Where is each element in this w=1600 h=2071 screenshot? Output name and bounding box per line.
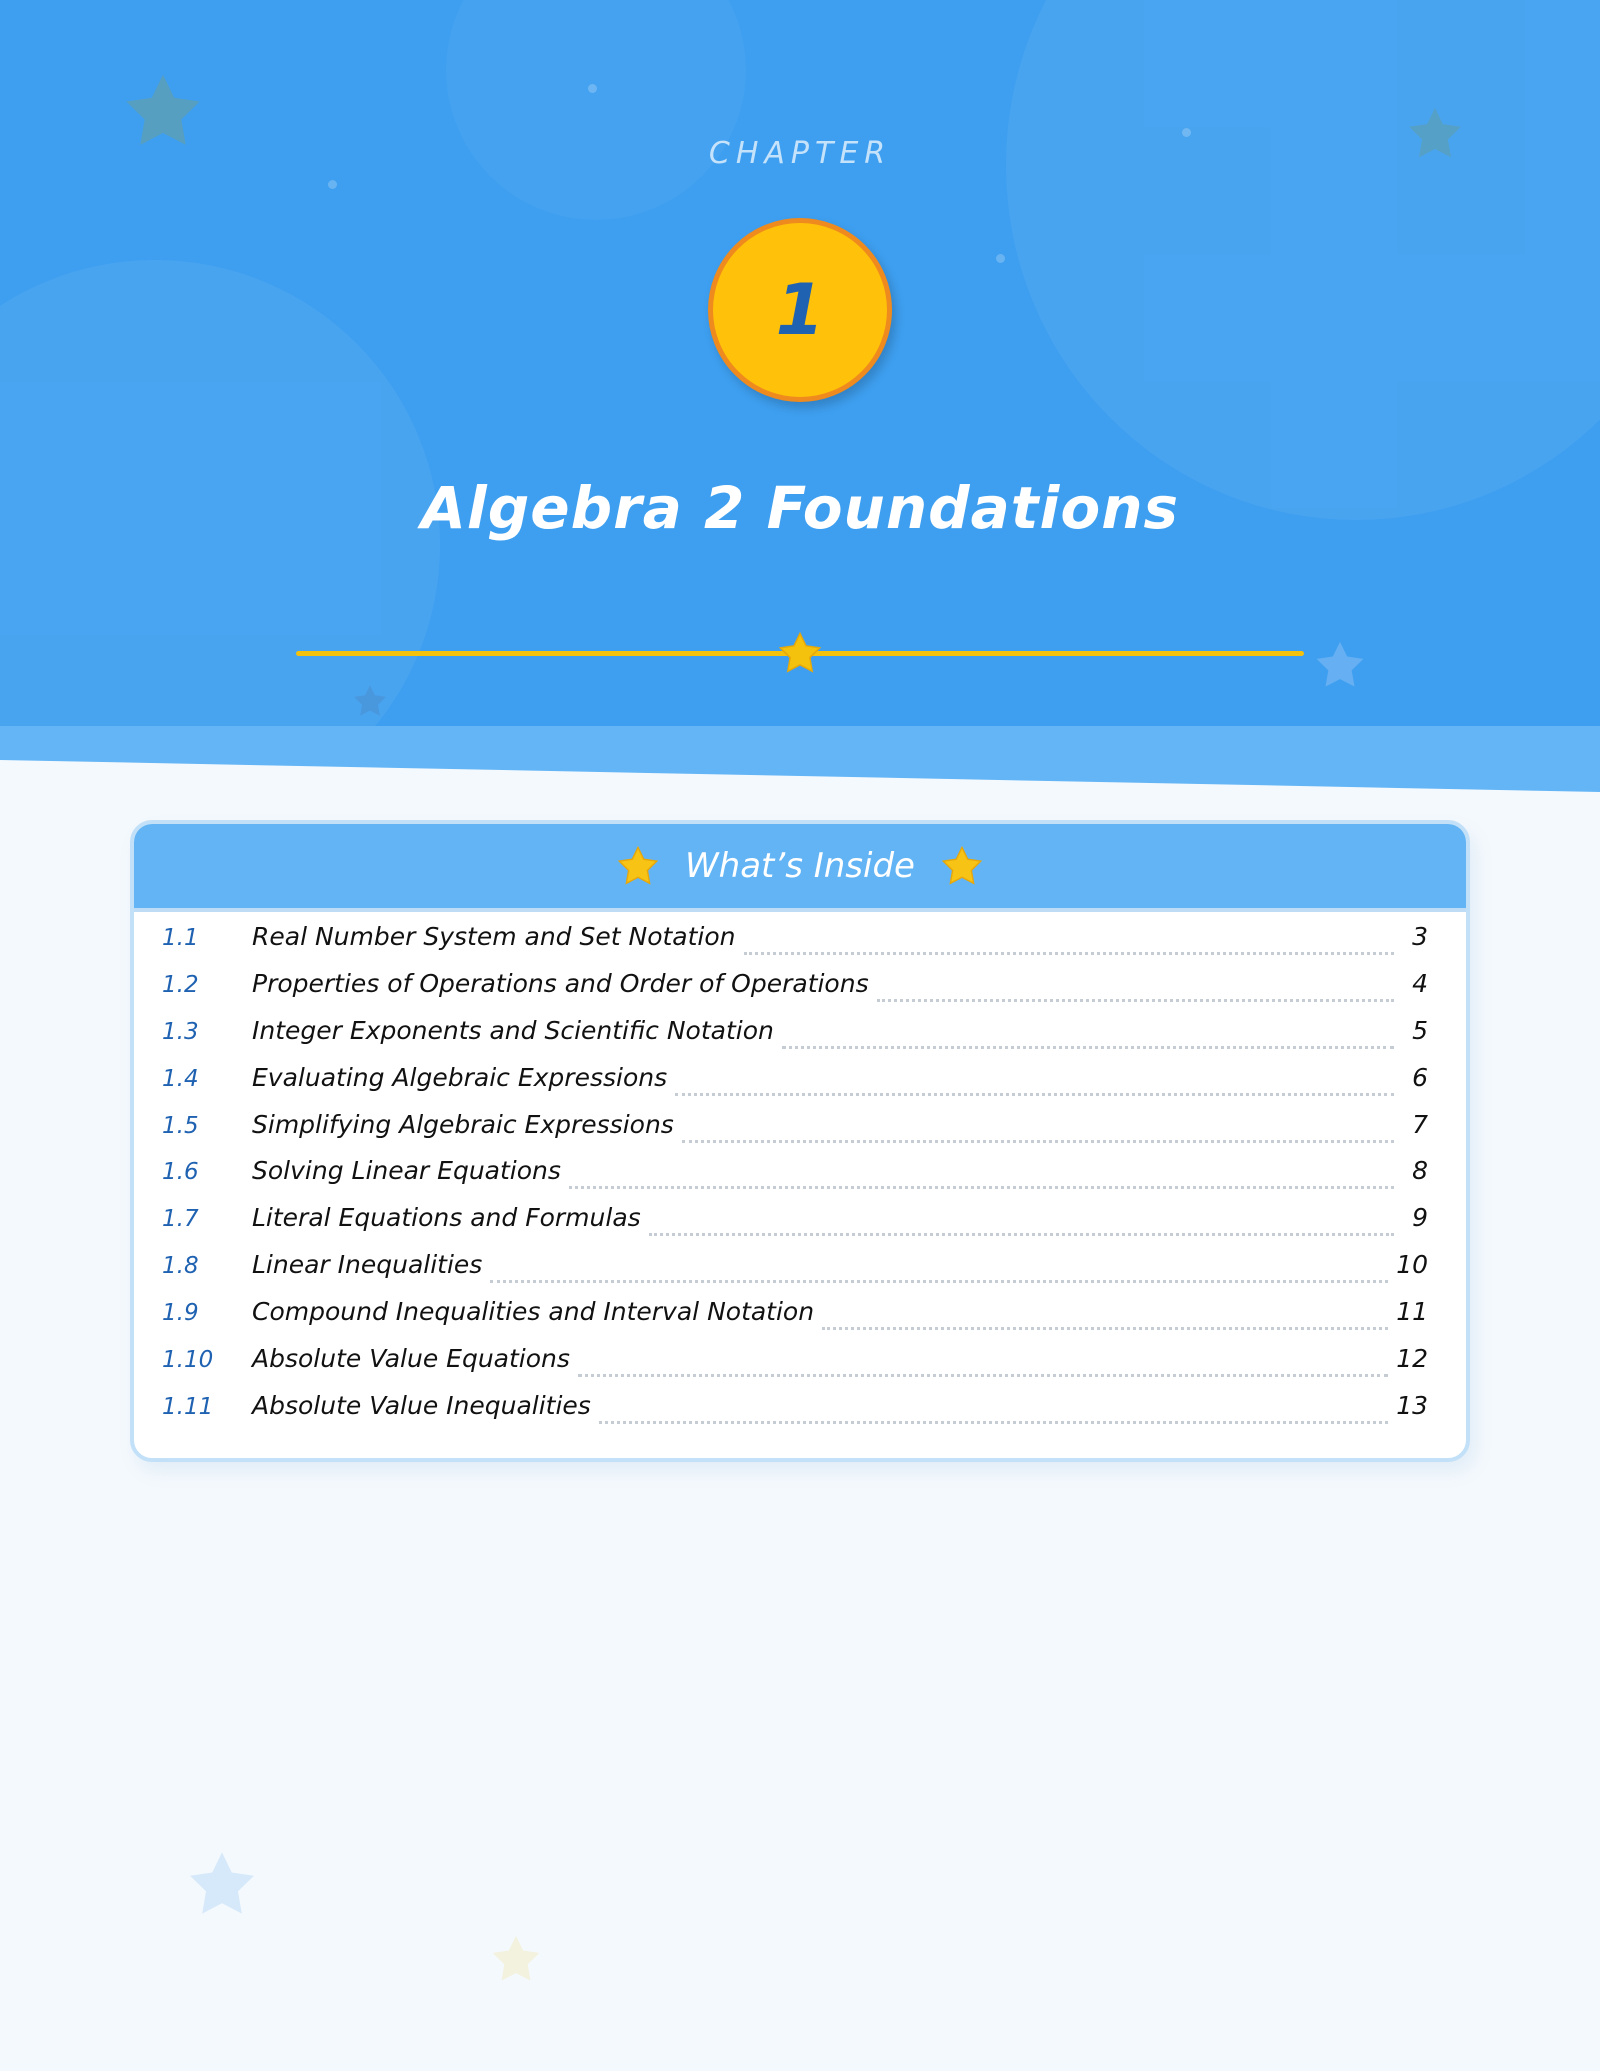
toc-entry[interactable]: [162, 1063, 1428, 1110]
dot-leader: [682, 1140, 1394, 1143]
decorative-dot: [996, 254, 1005, 263]
toc-card: [130, 820, 1470, 1462]
section-number: 1.1: [162, 925, 199, 951]
dot-leader: [877, 999, 1394, 1002]
dot-leader: [744, 952, 1395, 955]
decorative-dot: [328, 180, 337, 189]
toc-entry[interactable]: [162, 1250, 1428, 1297]
star-icon: [1314, 640, 1366, 690]
header-wave: [0, 726, 1600, 796]
toc-entry[interactable]: [162, 922, 1428, 969]
page-number: 12: [1396, 1344, 1428, 1374]
toc-entry[interactable]: [162, 969, 1428, 1016]
page-number: 9: [1412, 1203, 1428, 1233]
page-number: 11: [1396, 1297, 1428, 1327]
toc-entry[interactable]: [162, 1297, 1428, 1344]
section-number: 1.4: [162, 1065, 199, 1092]
section-title: Integer Exponents and Scientific Notation: [252, 1015, 774, 1045]
star-icon: [490, 1934, 542, 1984]
toc-heading: What’s Inside: [685, 846, 915, 886]
dot-leader: [490, 1280, 1388, 1283]
chapter-header: [0, 0, 1600, 726]
section-title: Literal Equations and Formulas: [252, 1203, 641, 1233]
page-number: 8: [1412, 1156, 1428, 1186]
toc-list: [134, 912, 1466, 1438]
page-number: 10: [1396, 1250, 1428, 1280]
dot-leader: [599, 1421, 1388, 1424]
section-title: Absolute Value Equations: [252, 1344, 570, 1374]
section-number: 1.5: [162, 1112, 199, 1139]
section-number: 1.9: [162, 1300, 199, 1327]
section-title: Compound Inequalities and Interval Notation: [252, 1297, 815, 1327]
section-title: Absolute Value Inequalities: [252, 1390, 591, 1420]
toc-entry[interactable]: [162, 1156, 1428, 1203]
page-number: 13: [1396, 1390, 1428, 1420]
dot-leader: [569, 1186, 1394, 1189]
toc-entry[interactable]: [162, 1344, 1428, 1391]
section-number: 1.8: [162, 1253, 199, 1280]
decorative-bubble: [1006, 0, 1600, 520]
chapter-number-badge: [708, 218, 892, 402]
star-icon: [778, 632, 822, 674]
page-number: 3: [1412, 922, 1428, 951]
section-number: 1.10: [162, 1347, 214, 1374]
section-title: Real Number System and Set Notation: [252, 922, 736, 951]
decorative-bubble: [446, 0, 746, 220]
section-title: Evaluating Algebraic Expressions: [252, 1062, 668, 1092]
chapter-label: CHAPTER: [708, 136, 892, 171]
dot-leader: [675, 1093, 1394, 1096]
dot-leader: [649, 1233, 1394, 1236]
decorative-dot: [588, 84, 597, 93]
dot-leader: [822, 1327, 1388, 1330]
page-number: 6: [1412, 1062, 1428, 1092]
section-number: 1.6: [162, 1159, 199, 1186]
section-title: Simplifying Algebraic Expressions: [252, 1109, 674, 1139]
section-number: 1.7: [162, 1206, 199, 1233]
page-number: 5: [1412, 1015, 1428, 1045]
section-number: 1.3: [162, 1018, 199, 1045]
toc-entry[interactable]: [162, 1203, 1428, 1250]
toc-header: [134, 824, 1466, 912]
chapter-title: Algebra 2 Foundations: [420, 474, 1180, 542]
section-title: Properties of Operations and Order of Operations: [252, 968, 869, 998]
toc-entry[interactable]: [162, 1391, 1428, 1438]
star-icon: [352, 684, 388, 718]
page-number: 4: [1412, 968, 1428, 998]
page-number: 7: [1412, 1109, 1428, 1139]
star-icon: [186, 1850, 258, 1918]
section-title: Solving Linear Equations: [252, 1156, 561, 1186]
dot-leader: [578, 1374, 1388, 1377]
dot-leader: [782, 1046, 1394, 1049]
toc-entry[interactable]: [162, 1110, 1428, 1157]
chapter-number: 1: [775, 269, 825, 351]
star-icon: [941, 846, 983, 886]
section-title: Linear Inequalities: [252, 1250, 483, 1280]
section-number: 1.2: [162, 971, 199, 998]
section-number: 1.11: [162, 1393, 214, 1420]
toc-entry[interactable]: [162, 1016, 1428, 1063]
star-icon: [617, 846, 659, 886]
